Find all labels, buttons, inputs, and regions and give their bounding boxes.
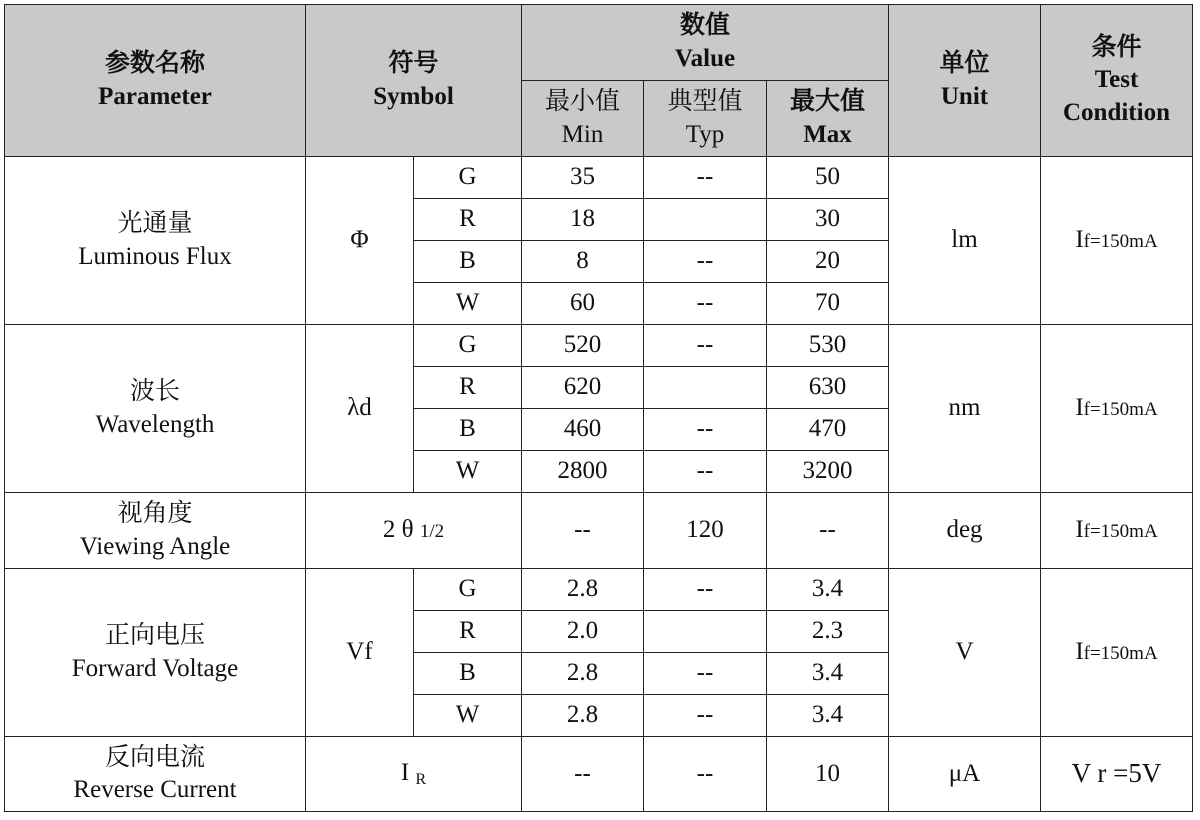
param-forward-voltage: 正向电压 Forward Voltage [5,569,306,737]
color-code: W [414,283,522,325]
unit-luminous-flux: lm [889,157,1041,325]
min-value: 2.0 [522,611,644,653]
header-condition: 条件 Test Condition [1041,5,1193,157]
table-row [5,569,1193,611]
param-luminous-flux: 光通量 Luminous Flux [5,157,306,325]
header-min: 最小值 Min [522,81,644,157]
typ-value: -- [644,325,767,367]
max-value: 3.4 [767,569,889,611]
typ-value: -- [644,569,767,611]
min-value: 60 [522,283,644,325]
max-value: 50 [767,157,889,199]
symbol-viewing-angle: 2 θ 1/2 [306,493,522,569]
symbol-reverse-current: I $_R$ [306,737,522,812]
min-value: 520 [522,325,644,367]
color-code: W [414,695,522,737]
min-value: 2800 [522,451,644,493]
condition-wavelength: If=150mA [1041,325,1193,493]
typ-value [644,367,767,409]
typ-value: -- [644,653,767,695]
max-value: 20 [767,241,889,283]
typ-value: -- [644,283,767,325]
min-value: 2.8 [522,653,644,695]
typ-value: -- [644,695,767,737]
color-code: B [414,653,522,695]
typ-value: -- [644,241,767,283]
min-value: 2.8 [522,569,644,611]
table-row [5,493,1193,569]
header-symbol: 符号 Symbol [306,5,522,157]
color-code: R [414,611,522,653]
min-value: 35 [522,157,644,199]
typ-value: -- [644,451,767,493]
min-value: -- [522,493,644,569]
min-value: 460 [522,409,644,451]
max-value: 2.3 [767,611,889,653]
header-value: 数值 Value [522,5,889,81]
param-reverse-current: 反向电流 Reverse Current [5,737,306,812]
max-value: 3.4 [767,695,889,737]
unit-reverse-current: μA [889,737,1041,812]
max-value: 3200 [767,451,889,493]
unit-forward-voltage: V [889,569,1041,737]
max-value: -- [767,493,889,569]
max-value: 30 [767,199,889,241]
color-code: R [414,199,522,241]
param-wavelength: 波长 Wavelength [5,325,306,493]
color-code: B [414,409,522,451]
typ-value: -- [644,737,767,812]
min-value: 18 [522,199,644,241]
color-code: G [414,325,522,367]
unit-viewing-angle: deg [889,493,1041,569]
max-value: 470 [767,409,889,451]
header-typ: 典型值 Typ [644,81,767,157]
color-code: R [414,367,522,409]
min-value: -- [522,737,644,812]
symbol-wavelength: λd [306,325,414,493]
color-code: G [414,157,522,199]
color-code: G [414,569,522,611]
typ-value: -- [644,157,767,199]
spec-table [4,4,1193,812]
max-value: 10 [767,737,889,812]
min-value: 620 [522,367,644,409]
typ-value: 120 [644,493,767,569]
typ-value [644,611,767,653]
table-row [5,325,1193,367]
min-value: 2.8 [522,695,644,737]
unit-wavelength: nm [889,325,1041,493]
table-row [5,157,1193,199]
param-viewing-angle: 视角度 Viewing Angle [5,493,306,569]
typ-value: -- [644,409,767,451]
max-value: 630 [767,367,889,409]
header-max: 最大值 Max [767,81,889,157]
min-value: 8 [522,241,644,283]
condition-viewing-angle: If=150mA [1041,493,1193,569]
symbol-luminous-flux: Φ [306,157,414,325]
max-value: 3.4 [767,653,889,695]
typ-value [644,199,767,241]
max-value: 530 [767,325,889,367]
condition-forward-voltage: If=150mA [1041,569,1193,737]
header-unit: 单位 Unit [889,5,1041,157]
color-code: B [414,241,522,283]
table-row [5,737,1193,812]
condition-luminous-flux: If=150mA [1041,157,1193,325]
color-code: W [414,451,522,493]
condition-reverse-current: V r =5V [1041,737,1193,812]
max-value: 70 [767,283,889,325]
symbol-forward-voltage: Vf [306,569,414,737]
header-parameter: 参数名称 Parameter [5,5,306,157]
